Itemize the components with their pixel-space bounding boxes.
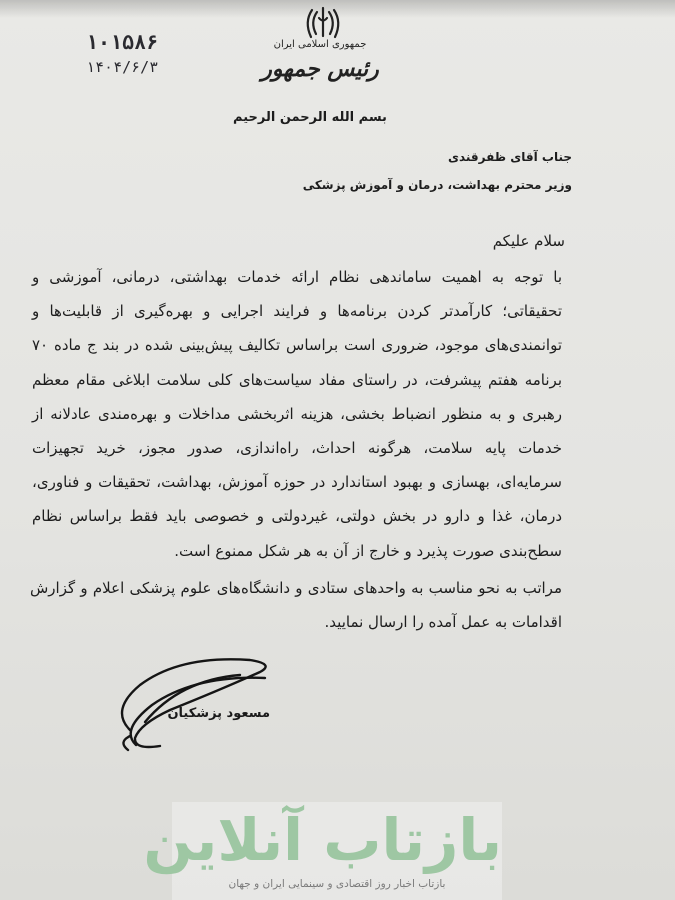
header-office: رئیس جمهور bbox=[261, 56, 379, 82]
watermark-subtitle: بازتاب اخبار روز اقتصادی و سینمایی ایران و جهان bbox=[228, 878, 446, 890]
signature-scribble bbox=[100, 650, 290, 760]
watermark-title: بازتاب آنلاین bbox=[143, 806, 502, 874]
header-country: جمهوری اسلامی ایران bbox=[273, 39, 367, 50]
letter-date: ۱۴۰۴/۶/۳ bbox=[86, 58, 159, 76]
bismillah: بسم الله الرحمن الرحیم bbox=[233, 110, 387, 125]
letter-body: با توجه به اهمیت ساماندهی نظام ارائه خدمات بهداشتی، درمانی، آموزشی و تحقیقاتی؛ کارآمدتر کردن برنامه‌ها و فرایند اجرایی و بهره‌گیری از قابلیت‌ها و توانمندی‌های موجود، ضروری است براساس تکالیف پیش‌بینی شده در بند ج ماده ۷۰ برنامه هفتم پیشرفت، در راستای مفاد سیاست‌های کلی سلامت ابلاغی مقام معظم رهبری و به منظور انضباط بخشی، هزینه اثربخشی مداخلات و بهره‌مندی عادلانه از خدمات پایه سلامت، هرگونه احداث، راه‌اندازی، صدور مجوز، خرید تجهیزات سرمایه‌ای، بهسازی و بهبود استاندارد در حوزه آموزش، بهداشت، تحقیقات و فناوری، درمان، غذا و دارو در بخش دولتی، غیردولتی و خصوصی باید فقط براساس نظام سطح‌بندی صورت پذیرد و خارج از آن به هر شکل ممنوع است. bbox=[32, 268, 562, 560]
letter-number: ۱۰۱۵۸۶ bbox=[86, 30, 159, 54]
signature-name: مسعود پزشکیان bbox=[167, 706, 270, 721]
letter-closing: مراتب به نحو مناسب به واحدهای ستادی و دانشگاه‌های علوم پزشکی اعلام و گزارش اقدامات به عمل آمده را ارسال نمایید. bbox=[30, 579, 562, 631]
iran-emblem-icon bbox=[302, 4, 344, 42]
greeting: سلام علیکم bbox=[492, 232, 565, 250]
watermark bbox=[143, 802, 502, 900]
addressee-title: وزیر محترم بهداشت، درمان و آموزش پزشکی bbox=[302, 178, 572, 192]
addressee-name: جناب آقای ظفرقندی bbox=[447, 150, 572, 164]
